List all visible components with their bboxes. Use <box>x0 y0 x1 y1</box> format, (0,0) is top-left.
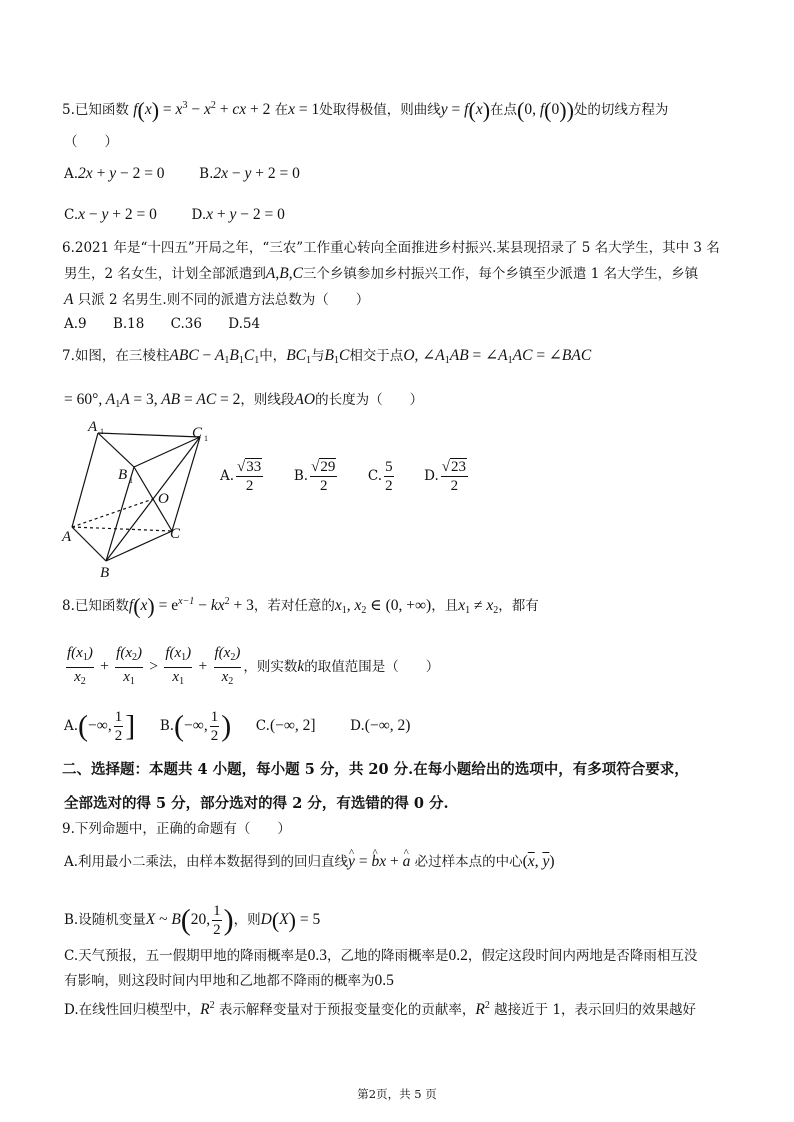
label-c1: C <box>192 425 203 441</box>
label-b1: B <box>118 467 128 483</box>
page-footer: 第2页，共 5 页 <box>357 1087 437 1101</box>
q9-option-c1: C.天气预报，五一假期甲地的降雨概率是0.3，乙地的降雨概率是0.2，假定这段时间内两地是否降雨相互没 <box>64 947 698 964</box>
q8-line2: $\frac{f(x_1)}{x_2}$ + $\frac{f(x_2)}{x_1}$ > $\frac{f(x_1)}{x_1}$ + $\frac{f(x_2)}{x_2}$ ，则实数k的取值范围是（ ） <box>67 645 440 687</box>
section2-line1: 二、选择题：本题共 4 小题，每小题 5 分，共 20 分.在每小题给出的选项中，有多项符合要求， <box>62 761 689 778</box>
q7-line2: = 60°, $A_1A = 3$, AB = AC = 2，则线段AO的长度为（ ） <box>64 391 424 410</box>
label-a1: A <box>88 419 98 435</box>
q9-option-d: D.在线性回归模型中，$R^2$ 表示解释变量对于预报变量变化的贡献率，$R^2$ 越接近于 1，表示回归的效果越好 <box>64 1000 697 1018</box>
label-a: A <box>62 529 72 545</box>
svg-text:1: 1 <box>204 434 208 443</box>
q5-paren: （ ） <box>64 134 118 150</box>
label-o: O <box>158 491 169 507</box>
q5-function: f <box>133 101 138 118</box>
q5-options-ab: A.2x + y − 2 = 0 B.2x − y + 2 = 0 <box>64 165 300 182</box>
q7-line1: 7.如图，在三棱柱ABC − $A_1B_1C_1$中，$BC_1$与$B_1C$相交于点O, $\angle A_1AB$ = $\angle A_1AC$ = ∠BAC <box>62 347 592 366</box>
q9-option-c2: 有影响，则这段时间内甲地和乙地都不降雨的概率为0.5 <box>64 972 394 989</box>
q6-line3: A 只派 2 名男生.则不同的派遣方法总数为（ ） <box>64 291 370 308</box>
q6-line2: 男生，2 名女生，计划全部派遣到A,B,C三个乡镇参加乡村振兴工作，每个乡镇至少派遣 1 名大学生，乡镇 <box>64 265 699 282</box>
q5-line1: 5.已知函数 $f(x) = x^3 - x^2$ + cx + 2 在x = 1处取得极值，则曲线y = f(x)在点(0, f(0))处的切线方程为 <box>62 97 669 123</box>
q9-option-a: A.利用最小二乘法，由样本数据得到的回归直线^ y = ^ bx + ^ a 必过样本点的中心($\overline{x}$, $\overline{y}$) <box>64 852 555 872</box>
q5-prefix: 5.已知函数 <box>62 102 129 118</box>
section2-line2: 全部选对的得 5 分，部分选对的得 2 分，有选错的得 0 分. <box>64 795 449 812</box>
q9-stem: 9.下列命题中，正确的命题有（ ） <box>62 821 291 837</box>
label-b: B <box>100 565 110 581</box>
q5-options-cd: C.x − y + 2 = 0 D.x + y − 2 = 0 <box>64 206 285 223</box>
q8-line1: 8.已知函数$f(x) = e^{x-1} - kx^2 + 3$，若对任意的$x_1$, $x_2$ ∈ (0, +∞)，且$x_1 \ne x_2$，都有 <box>62 593 539 619</box>
svg-text:1: 1 <box>129 476 133 485</box>
svg-text:1: 1 <box>100 427 104 436</box>
q7-options: A. $\frac{√33}{2}$ B. $\frac{√29}{2}$ C. $\frac{5}{2}$ D. $\frac{√23}{2}$ <box>220 459 467 494</box>
q8-options: A.(−∞, $\frac{1}{2}$ ] B.(−∞, $\frac{1}{2}$ ) C.(−∞, 2] D.(−∞, 2) <box>64 709 411 744</box>
label-c: C <box>170 526 181 542</box>
prism-figure <box>58 415 218 583</box>
q6-line1: 6.2021 年是“十四五”开局之年，“三农”工作重心转向全面推进乡村振兴.某县现招录了 5 名大学生，其中 3 名 <box>62 240 720 256</box>
q6-options: A.9 B.18 C.36 D.54 <box>64 316 261 332</box>
q9-option-b: B.设随机变量X ~ B(20, $\frac{1}{2}$ )，则D(X) = 5 <box>64 903 321 938</box>
